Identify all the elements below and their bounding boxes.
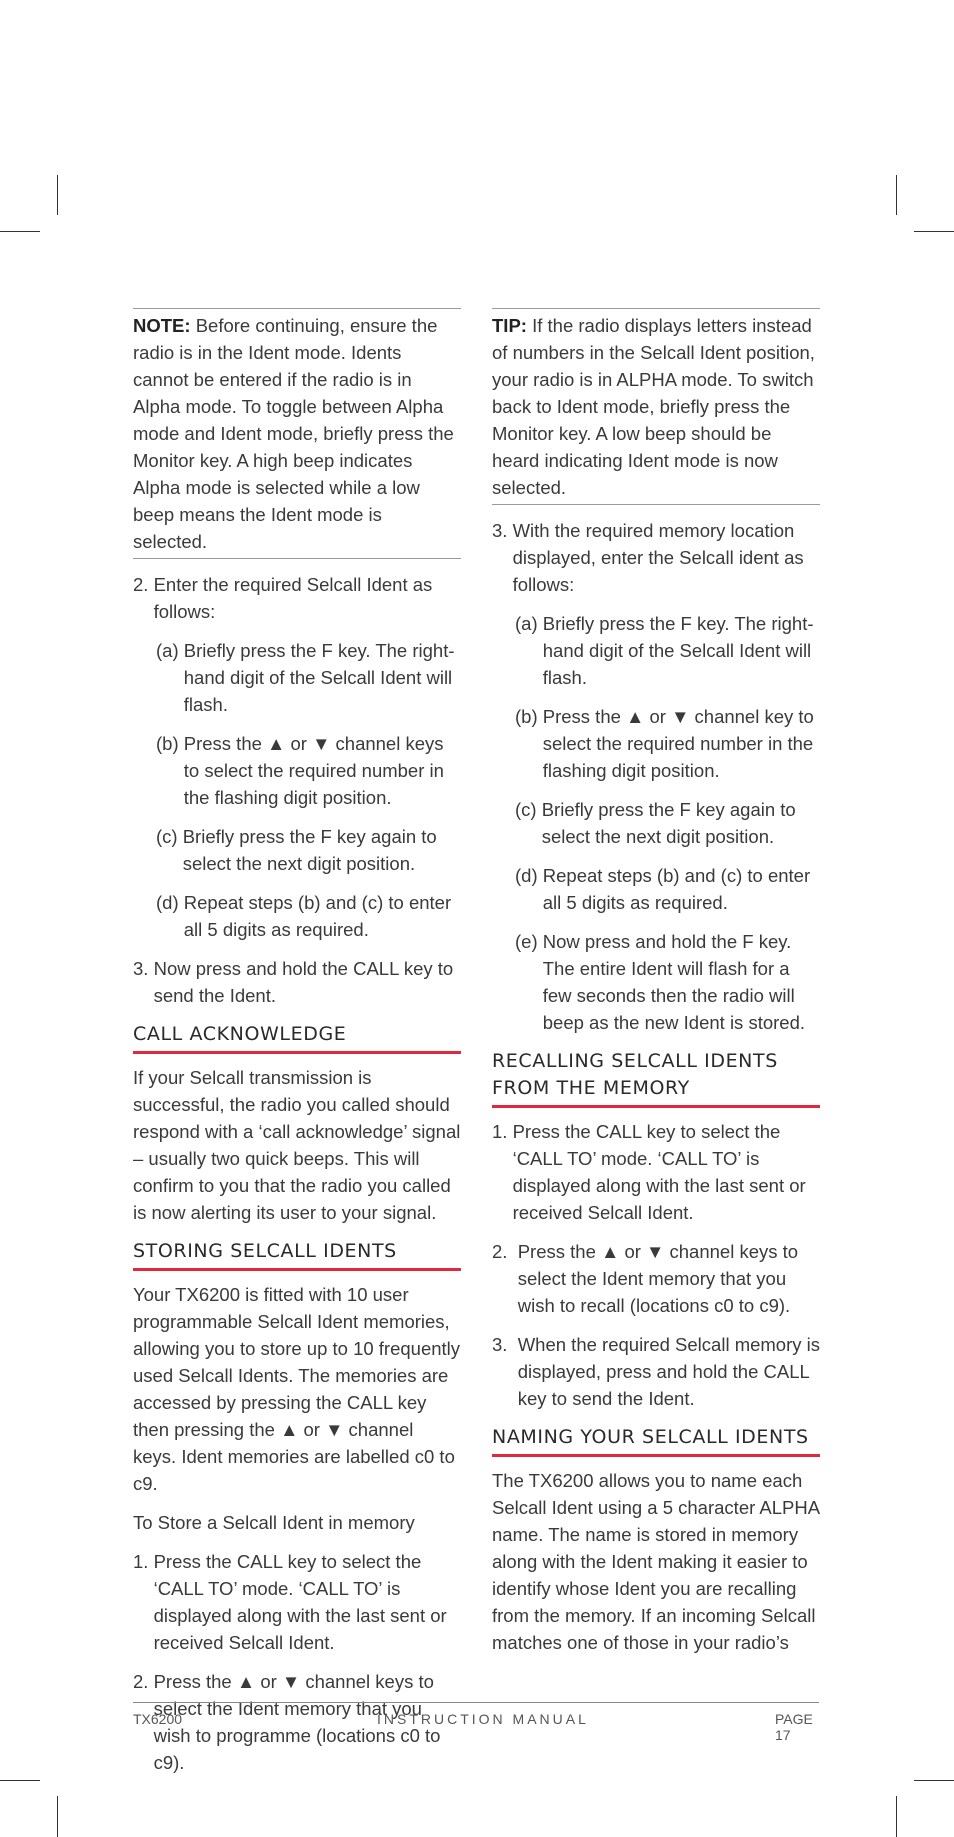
- heading-naming-selcall-idents: NAMING YOUR SELCALL IDENTS: [492, 1424, 820, 1457]
- store-step-2: 2. Press the ▲ or ▼ channel keys to select the Ident memory that you wish to programme (locations c0 to c9).: [133, 1671, 441, 1773]
- crop-mark: [914, 231, 954, 232]
- left-column: [133, 308, 461, 1788]
- crop-mark: [0, 1780, 40, 1781]
- naming-text: The TX6200 allows you to name each Selcall Ident using a 5 character ALPHA name. The name is stored in memory along with the Ident making it easier to identify whose Ident you are recalling from the memory. If an incoming Selcall matches one of those in your radio’s: [492, 1470, 820, 1653]
- page-footer: [133, 1702, 819, 1743]
- heading-storing-selcall-idents: STORING SELCALL IDENTS: [133, 1238, 461, 1271]
- store-step-1: 1. Press the CALL key to select the ‘CALL TO’ mode. ‘CALL TO’ is displayed along with the last sent or received Selcall Ident.: [133, 1551, 447, 1653]
- recall-step-1: 1. Press the CALL key to select the ‘CALL TO’ mode. ‘CALL TO’ is displayed along with the last sent or received Selcall Ident.: [492, 1121, 806, 1223]
- tip-text: If the radio displays letters instead of numbers in the Selcall Ident position, your radio is in ALPHA mode. To switch back to Ident mode, briefly press the Monitor key. A low beep should be heard indicating Ident mode is now selected.: [492, 315, 815, 498]
- heading-call-acknowledge: CALL ACKNOWLEDGE: [133, 1021, 461, 1054]
- substep-b: (b) Press the ▲ or ▼ channel key to select the required number in the flashing digit position.: [515, 706, 814, 781]
- step-3-memory: 3. With the required memory location displayed, enter the Selcall ident as follows:: [492, 520, 804, 595]
- substep-c: (c) Briefly press the F key again to select the next digit position.: [515, 799, 796, 847]
- tip-box: [492, 308, 820, 505]
- note-label: NOTE:: [133, 315, 191, 336]
- crop-mark: [0, 231, 40, 232]
- substep-a: (a) Briefly press the F key. The right-hand digit of the Selcall Ident will flash.: [156, 640, 455, 715]
- tip-label: TIP:: [492, 315, 527, 336]
- step-3: 3. Now press and hold the CALL key to send the Ident.: [133, 958, 454, 1006]
- substep-d: (d) Repeat steps (b) and (c) to enter all 5 digits as required.: [515, 865, 811, 913]
- recall-step-3: 3. When the required Selcall memory is displayed, press and hold the CALL key to send the Ident.: [492, 1334, 821, 1409]
- crop-mark: [57, 1796, 58, 1837]
- substep-d: (d) Repeat steps (b) and (c) to enter all 5 digits as required.: [156, 892, 452, 940]
- footer-title: INSTRUCTION MANUAL: [377, 1711, 589, 1727]
- footer-page-number: PAGE 17: [775, 1711, 813, 1743]
- recall-step-2: 2. Press the ▲ or ▼ channel keys to select the Ident memory that you wish to recall (locations c0 to c9).: [492, 1241, 799, 1316]
- crop-mark: [914, 1780, 954, 1781]
- storing-text: Your TX6200 is fitted with 10 user programmable Selcall Ident memories, allowing you to store up to 10 frequently used Selcall Idents. The memories are accessed by pressing the CALL key then pressing the ▲ or ▼ channel keys. Ident memories are labelled c0 to c9.: [133, 1284, 461, 1494]
- crop-mark: [57, 175, 58, 215]
- crop-mark: [896, 1796, 897, 1837]
- note-text: Before continuing, ensure the radio is in the Ident mode. Idents cannot be entered if the radio is in Alpha mode. To toggle between Alpha mode and Ident mode, briefly press the Monitor key. A high beep indicates Alpha mode is selected while a low beep means the Ident mode is selected.: [133, 315, 454, 552]
- footer-model: TX6200: [133, 1711, 183, 1727]
- substep-c: (c) Briefly press the F key again to select the next digit position.: [156, 826, 437, 874]
- substep-e: (e) Now press and hold the F key. The entire Ident will flash for a few seconds then the radio will beep as the new Ident is stored.: [515, 931, 806, 1033]
- substep-b: (b) Press the ▲ or ▼ channel keys to select the required number in the flashing digit position.: [156, 733, 444, 808]
- storing-intro: To Store a Selcall Ident in memory: [133, 1512, 415, 1533]
- call-acknowledge-text: If your Selcall transmission is successful, the radio you called should respond with a ‘call acknowledge’ signal – usually two quick beeps. This will confirm to you that the radio you called is now alerting its user to your signal.: [133, 1067, 461, 1223]
- heading-recalling-selcall-idents: RECALLING SELCALL IDENTS FROM THE MEMORY: [492, 1048, 820, 1108]
- crop-mark: [896, 175, 897, 215]
- step-2: 2. Enter the required Selcall Ident as follows:: [133, 574, 433, 622]
- substep-a: (a) Briefly press the F key. The right-hand digit of the Selcall Ident will flash.: [515, 613, 814, 688]
- note-box: [133, 308, 461, 559]
- right-column: [492, 308, 820, 1668]
